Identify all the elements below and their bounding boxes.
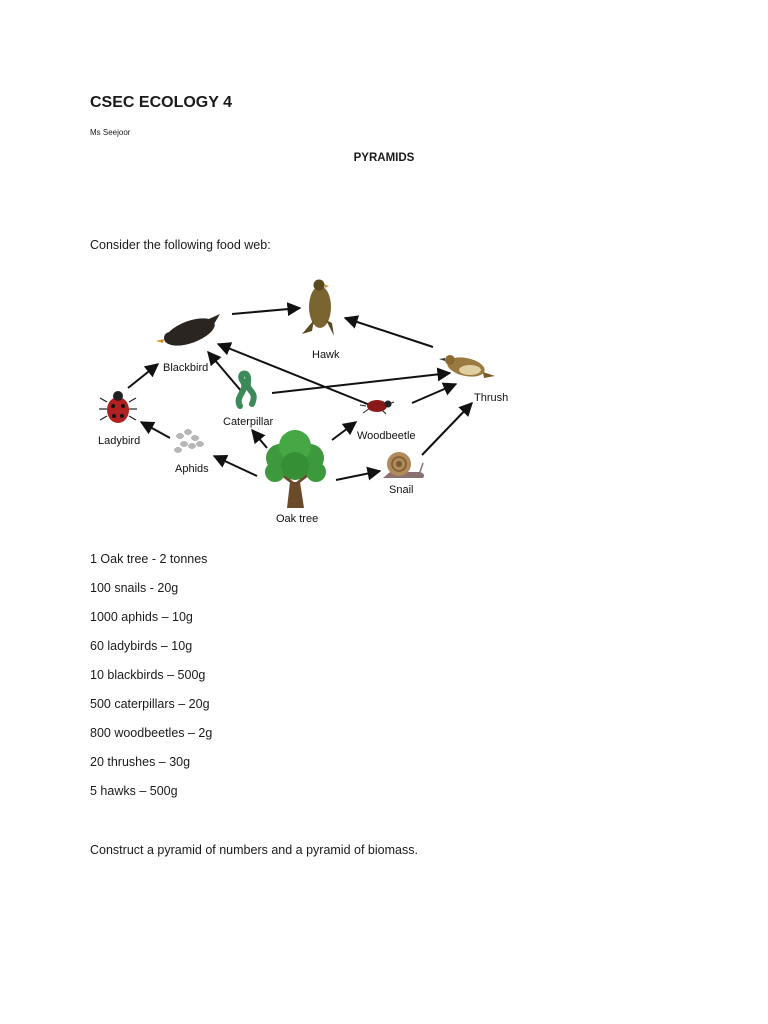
list-item: 1 Oak tree - 2 tonnes bbox=[90, 552, 208, 566]
caterpillar-icon bbox=[239, 374, 254, 407]
label-oak-tree: Oak tree bbox=[276, 513, 319, 525]
label-aphids: Aphids bbox=[175, 463, 209, 475]
list-item: 800 woodbeetles – 2g bbox=[90, 726, 213, 740]
task-instruction: Construct a pyramid of numbers and a pyramid of biomass. bbox=[90, 843, 418, 857]
arrow-aphids-to-ladybird bbox=[141, 422, 170, 438]
arrow-oak-to-woodbeetle bbox=[332, 422, 356, 440]
arrow-oak-to-caterpillar bbox=[252, 430, 267, 448]
organism-data-list bbox=[90, 551, 212, 812]
arrow-snail-to-thrush bbox=[422, 403, 472, 455]
arrow-oak-to-snail bbox=[336, 471, 380, 480]
label-caterpillar: Caterpillar bbox=[223, 416, 274, 428]
arrow-blackbird-to-hawk bbox=[232, 308, 300, 314]
document-title: CSEC ECOLOGY 4 bbox=[90, 94, 232, 111]
label-blackbird: Blackbird bbox=[163, 362, 209, 374]
list-item: 5 hawks – 500g bbox=[90, 784, 178, 798]
arrow-ladybird-to-blackbird bbox=[128, 364, 158, 388]
label-snail: Snail bbox=[389, 484, 414, 496]
arrow-woodbeetle-to-thrush bbox=[412, 384, 456, 403]
aphids-icon bbox=[175, 430, 204, 453]
ladybird-icon bbox=[99, 391, 137, 423]
list-item: 1000 aphids – 10g bbox=[90, 610, 193, 624]
thrush-icon bbox=[439, 354, 495, 380]
label-hawk: Hawk bbox=[312, 349, 340, 361]
list-item: 60 ladybirds – 10g bbox=[90, 639, 193, 653]
arrow-oak-to-aphids bbox=[214, 456, 257, 476]
list-item: 500 caterpillars – 20g bbox=[90, 697, 210, 711]
label-thrush: Thrush bbox=[474, 392, 509, 404]
oak-tree-icon bbox=[265, 430, 326, 508]
author-name: Ms Seejoor bbox=[90, 128, 131, 137]
arrow-caterpillar-to-blackbird bbox=[208, 352, 242, 392]
snail-icon bbox=[383, 452, 424, 478]
blackbird-icon bbox=[156, 313, 220, 351]
list-item: 100 snails - 20g bbox=[90, 581, 179, 595]
intro-text: Consider the following food web: bbox=[90, 238, 271, 252]
list-item: 20 thrushes – 30g bbox=[90, 755, 191, 769]
list-item: 10 blackbirds – 500g bbox=[90, 668, 206, 682]
label-woodbeetle: Woodbeetle bbox=[357, 430, 416, 442]
section-heading: PYRAMIDS bbox=[353, 152, 415, 164]
label-ladybird: Ladybird bbox=[98, 435, 141, 447]
hawk-icon bbox=[302, 280, 334, 337]
arrow-thrush-to-hawk bbox=[345, 318, 433, 347]
food-web-diagram bbox=[90, 272, 530, 532]
